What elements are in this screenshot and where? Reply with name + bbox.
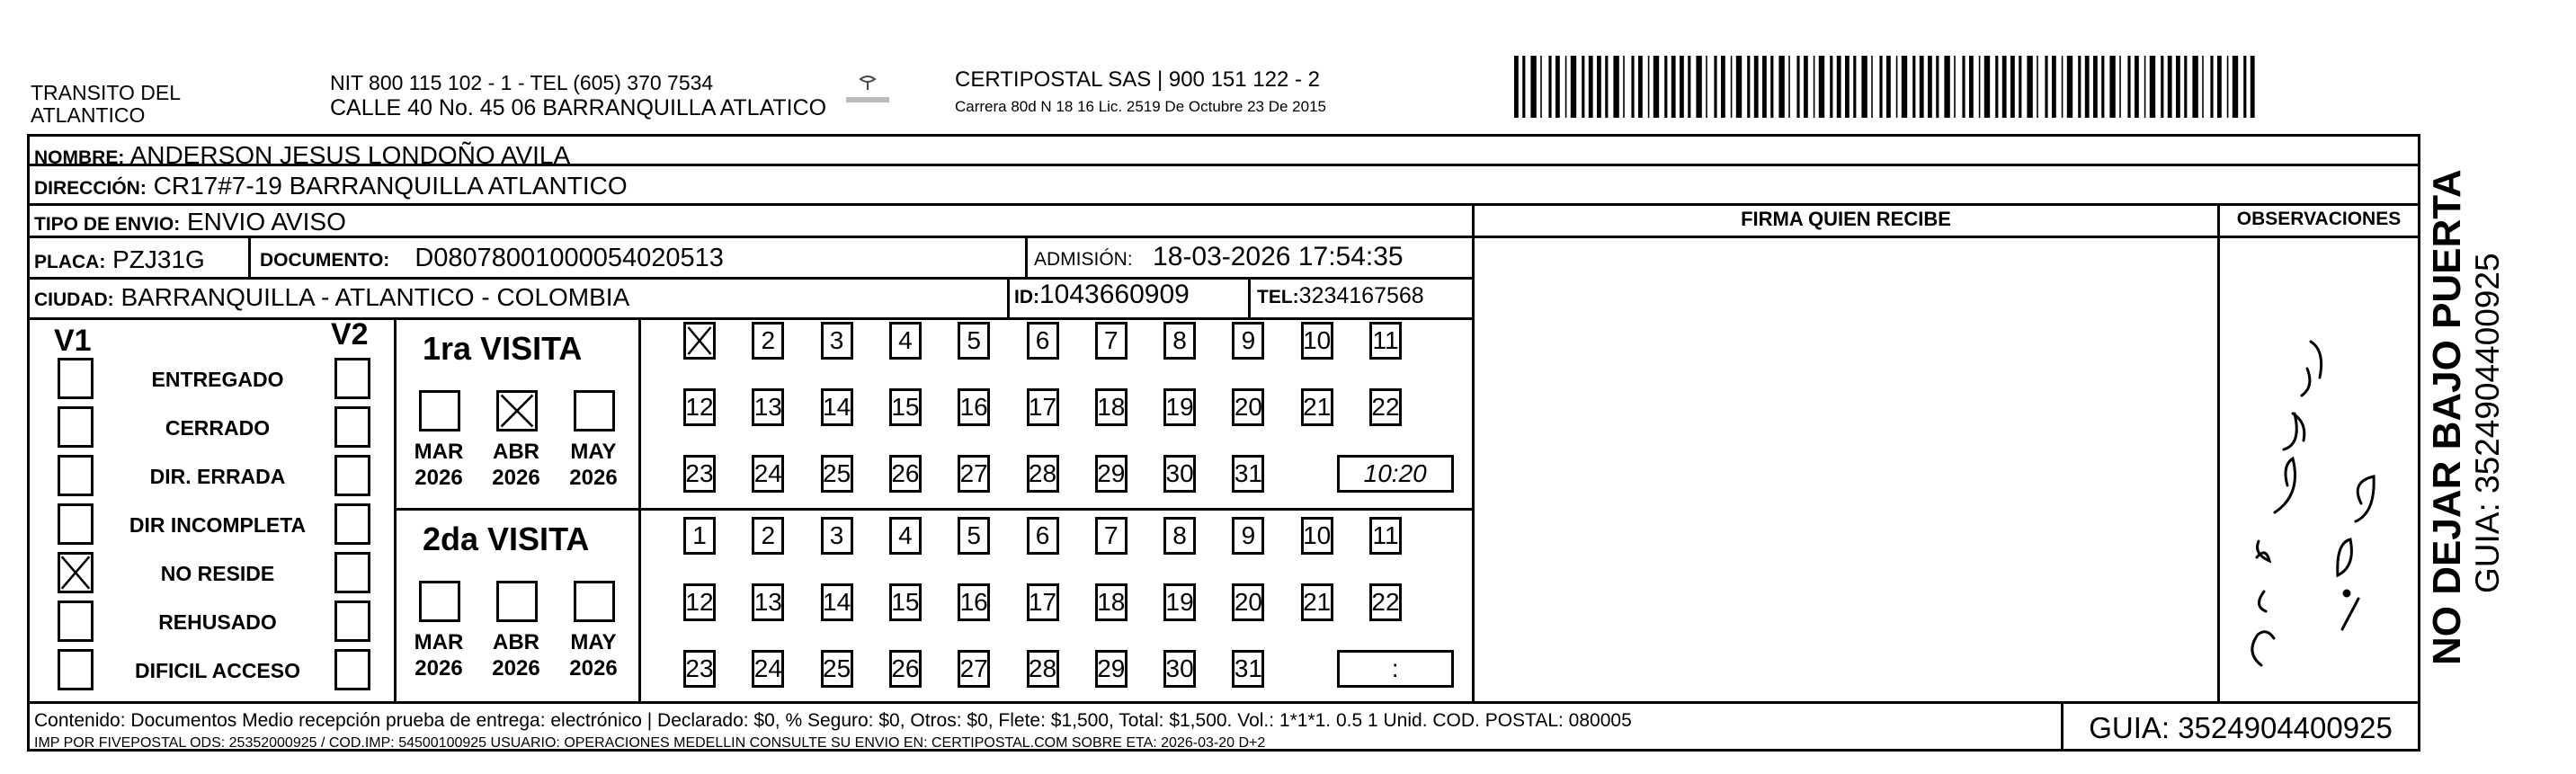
day-checkbox[interactable]: 9 xyxy=(1232,322,1264,360)
documento-value: D08078001000054020513 xyxy=(414,244,724,272)
day-checkbox[interactable]: 19 xyxy=(1163,583,1196,621)
day-checkbox[interactable]: 28 xyxy=(1027,455,1059,493)
month-label xyxy=(566,629,620,681)
tipo-envio-value: ENVIO AVISO xyxy=(186,208,346,236)
status-v1-checkbox[interactable] xyxy=(58,503,94,545)
documento-label: DOCUMENTO: xyxy=(260,250,390,271)
day-checkbox[interactable]: 14 xyxy=(821,388,853,426)
day-checkbox[interactable]: 1 xyxy=(683,517,716,555)
day-checkbox[interactable]: 13 xyxy=(752,583,784,621)
month-label xyxy=(412,629,466,681)
sender-name-line1: TRANSITO DEL xyxy=(31,81,181,104)
status-v2-checkbox[interactable] xyxy=(334,649,370,690)
month-name: ABR xyxy=(493,630,539,654)
status-v1-checkbox[interactable] xyxy=(58,358,94,399)
status-label: DIR INCOMPLETA xyxy=(129,513,307,537)
day-checkbox[interactable] xyxy=(683,322,716,360)
day-checkbox[interactable]: 26 xyxy=(889,650,922,688)
day-checkbox[interactable]: 22 xyxy=(1369,583,1402,621)
day-checkbox[interactable]: 27 xyxy=(958,455,990,493)
handwritten-observation xyxy=(2221,288,2419,692)
carrier-license: Carrera 80d N 18 16 Lic. 2519 De Octubre 23 De 2015 xyxy=(955,98,1326,115)
status-v1-checkbox[interactable] xyxy=(58,552,94,593)
day-checkbox[interactable]: 12 xyxy=(683,583,716,621)
sender-name-line2: ATLANTICO xyxy=(31,103,146,127)
status-label: REHUSADO xyxy=(158,610,277,634)
day-checkbox[interactable]: 20 xyxy=(1232,388,1264,426)
status-label: NO RESIDE xyxy=(160,562,275,585)
day-checkbox[interactable]: 23 xyxy=(683,455,716,493)
status-label: DIR. ERRADA xyxy=(149,465,286,488)
day-checkbox[interactable]: 10 xyxy=(1301,322,1333,360)
day-checkbox[interactable]: 13 xyxy=(752,388,784,426)
side-guia: GUIA: 3524904400925 xyxy=(2469,253,2506,593)
month-checkbox[interactable] xyxy=(574,581,615,622)
day-checkbox[interactable]: 21 xyxy=(1301,388,1333,426)
month-name: ABR xyxy=(493,440,539,464)
day-checkbox[interactable]: 20 xyxy=(1232,583,1264,621)
day-checkbox[interactable]: 9 xyxy=(1232,517,1264,555)
v1-label: V1 xyxy=(54,324,92,358)
month-label xyxy=(489,439,543,491)
day-checkbox[interactable]: 16 xyxy=(958,583,990,621)
day-checkbox[interactable]: 31 xyxy=(1232,650,1264,688)
status-v2-checkbox[interactable] xyxy=(334,358,370,399)
day-checkbox[interactable]: 7 xyxy=(1095,322,1128,360)
day-checkbox[interactable]: 30 xyxy=(1163,455,1196,493)
month-name: MAR xyxy=(414,440,464,464)
day-checkbox[interactable]: 28 xyxy=(1027,650,1059,688)
admision-label: ADMISIÓN: xyxy=(1034,249,1133,270)
day-checkbox[interactable]: 18 xyxy=(1095,388,1128,426)
status-v2-checkbox[interactable] xyxy=(334,552,370,593)
month-label xyxy=(566,439,620,491)
day-checkbox[interactable]: 4 xyxy=(889,322,922,360)
tel-value: 3234167568 xyxy=(1298,283,1424,308)
day-checkbox[interactable]: 3 xyxy=(821,322,853,360)
tel-label: TEL: xyxy=(1257,287,1299,307)
footer-imp: IMP POR FIVEPOSTAL ODS: 25352000925 / COD.IMP: 54500100925 USUARIO: OPERACIONES MEDELLIN CONSULTE SU ENVIO EN: CERTIPOSTAL.COM SOBRE ETA: 2026-03-20 D+2 xyxy=(34,735,1266,751)
day-checkbox[interactable]: 29 xyxy=(1095,650,1128,688)
ciudad-value: BARRANQUILLA - ATLANTICO - COLOMBIA xyxy=(120,283,630,311)
month-year: 2026 xyxy=(492,656,540,681)
footer-guia: GUIA: 3524904400925 xyxy=(2089,711,2393,744)
month-year: 2026 xyxy=(569,656,618,681)
time-field[interactable]: : xyxy=(1337,650,1454,688)
admision-value: 18-03-2026 17:54:35 xyxy=(1153,242,1404,271)
sender-address: CALLE 40 No. 45 06 BARRANQUILLA ATLATICO xyxy=(330,95,827,120)
month-label xyxy=(489,629,543,681)
day-checkbox[interactable]: 14 xyxy=(821,583,853,621)
month-year: 2026 xyxy=(414,466,463,490)
month-year: 2026 xyxy=(569,466,618,490)
observaciones-header: OBSERVACIONES xyxy=(2236,209,2402,229)
v2-label: V2 xyxy=(331,317,369,351)
tipo-envio-label: TIPO DE ENVIO: xyxy=(34,214,181,235)
firma-header: FIRMA QUIEN RECIBE xyxy=(1741,208,1951,230)
day-checkbox[interactable]: 15 xyxy=(889,583,922,621)
day-checkbox[interactable]: 6 xyxy=(1027,517,1059,555)
month-checkbox[interactable] xyxy=(496,581,538,622)
direccion-value: CR17#7-19 BARRANQUILLA ATLANTICO xyxy=(153,172,628,200)
day-checkbox[interactable]: 10 xyxy=(1301,517,1333,555)
status-v2-checkbox[interactable] xyxy=(334,406,370,448)
day-checkbox[interactable]: 24 xyxy=(752,650,784,688)
day-checkbox[interactable]: 11 xyxy=(1369,517,1402,555)
status-v2-checkbox[interactable] xyxy=(334,503,370,545)
day-checkbox[interactable]: 27 xyxy=(958,650,990,688)
month-checkbox[interactable] xyxy=(419,390,460,431)
sender-nit: NIT 800 115 102 - 1 - TEL (605) 370 7534 xyxy=(330,71,714,94)
day-checkbox[interactable]: 4 xyxy=(889,517,922,555)
day-checkbox[interactable]: 30 xyxy=(1163,650,1196,688)
certipostal-logo xyxy=(841,74,895,117)
day-checkbox[interactable]: 21 xyxy=(1301,583,1333,621)
footer-contenido: Contenido: Documentos Medio recepción prueba de entrega: electrónico | Declarado: $0, % Seguro: $0, Otros: $0, Flete: $1,500, Total: $1,500. Vol.: 1*1*1. 0.5 1 Unid. COD. POSTAL: 080005 xyxy=(34,710,1632,731)
placa-label: PLACA: xyxy=(34,252,106,272)
day-checkbox[interactable]: 23 xyxy=(683,650,716,688)
day-checkbox[interactable]: 24 xyxy=(752,455,784,493)
barcode xyxy=(1514,56,2257,118)
day-checkbox[interactable]: 26 xyxy=(889,455,922,493)
status-v1-checkbox[interactable] xyxy=(58,406,94,448)
status-v1-checkbox[interactable] xyxy=(58,455,94,496)
day-checkbox[interactable]: 6 xyxy=(1027,322,1059,360)
month-year: 2026 xyxy=(414,656,463,681)
visit-title: 2da VISITA xyxy=(423,520,590,557)
day-checkbox[interactable]: 17 xyxy=(1027,388,1059,426)
day-checkbox[interactable]: 19 xyxy=(1163,388,1196,426)
status-label: CERRADO xyxy=(165,416,271,440)
firma-area xyxy=(1475,238,2217,701)
day-checkbox[interactable]: 31 xyxy=(1232,455,1264,493)
day-checkbox[interactable]: 8 xyxy=(1163,517,1196,555)
day-checkbox[interactable]: 25 xyxy=(821,455,853,493)
ciudad-label: CIUDAD: xyxy=(34,289,114,310)
day-checkbox[interactable]: 2 xyxy=(752,517,784,555)
day-checkbox[interactable]: 3 xyxy=(821,517,853,555)
month-checkbox[interactable] xyxy=(574,390,615,431)
placa-value: PZJ31G xyxy=(112,245,205,273)
month-checkbox[interactable] xyxy=(419,581,460,622)
day-checkbox[interactable]: 5 xyxy=(958,517,990,555)
day-checkbox[interactable]: 5 xyxy=(958,322,990,360)
status-v1-checkbox[interactable] xyxy=(58,601,94,642)
no-dejar-bajo-puerta: NO DEJAR BAJO PUERTA xyxy=(2425,169,2469,665)
day-checkbox[interactable]: 17 xyxy=(1027,583,1059,621)
status-v2-checkbox[interactable] xyxy=(334,601,370,642)
carrier-name: CERTIPOSTAL SAS | 900 151 122 - 2 xyxy=(955,67,1320,92)
month-name: MAR xyxy=(414,630,464,654)
month-year: 2026 xyxy=(492,466,540,490)
month-checkbox[interactable] xyxy=(496,390,538,431)
day-checkbox[interactable]: 15 xyxy=(889,388,922,426)
time-field[interactable]: 10:20 xyxy=(1337,455,1454,493)
day-checkbox[interactable]: 2 xyxy=(752,322,784,360)
month-name: MAY xyxy=(570,440,617,464)
day-checkbox[interactable]: 8 xyxy=(1163,322,1196,360)
nombre-label: NOMBRE: xyxy=(34,147,125,168)
id-label: ID: xyxy=(1014,287,1039,307)
month-label xyxy=(412,439,466,491)
direccion-label: DIRECCIÓN: xyxy=(34,178,147,199)
day-checkbox[interactable]: 22 xyxy=(1369,388,1402,426)
status-v1-checkbox[interactable] xyxy=(58,649,94,690)
day-checkbox[interactable]: 18 xyxy=(1095,583,1128,621)
day-checkbox[interactable]: 7 xyxy=(1095,517,1128,555)
day-checkbox[interactable]: 12 xyxy=(683,388,716,426)
status-label: DIFICIL ACCESO xyxy=(134,659,300,682)
day-checkbox[interactable]: 11 xyxy=(1369,322,1402,360)
nombre-value: ANDERSON JESUS LONDOÑO AVILA xyxy=(129,141,571,169)
id-value: 1043660909 xyxy=(1039,280,1190,309)
visit-title: 1ra VISITA xyxy=(423,330,583,367)
day-checkbox[interactable]: 16 xyxy=(958,388,990,426)
status-v2-checkbox[interactable] xyxy=(334,455,370,496)
day-checkbox[interactable]: 29 xyxy=(1095,455,1128,493)
month-name: MAY xyxy=(570,630,617,654)
day-checkbox[interactable]: 25 xyxy=(821,650,853,688)
status-label: ENTREGADO xyxy=(151,368,284,391)
